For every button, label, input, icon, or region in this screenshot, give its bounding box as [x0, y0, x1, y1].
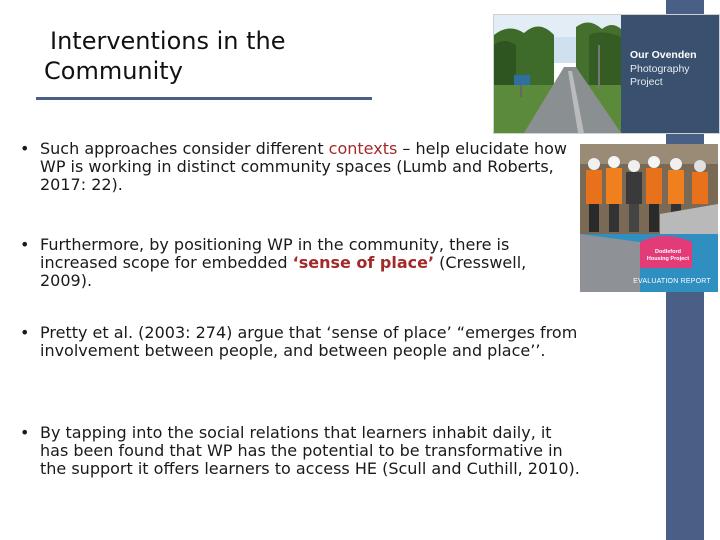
- bullet-2-text-end: (Cresswell, 2009).: [40, 253, 527, 290]
- bullet-dot: •: [20, 235, 30, 254]
- bullet-item: [20, 424, 580, 478]
- bullet-dot: •: [20, 323, 30, 342]
- project-title-line-3: Project: [630, 76, 663, 88]
- report-badge-line-2: Housing Project: [646, 255, 690, 262]
- bullet-1-text-start: Such approaches consider different: [40, 139, 329, 158]
- project-title-line-2: Photography: [630, 62, 690, 75]
- bullet-item: [20, 236, 580, 290]
- bullet-2-highlight: ‘sense of place’: [292, 253, 435, 272]
- photography-project-image: [493, 14, 720, 134]
- road-photo: [494, 15, 621, 133]
- bullet-1-text-end: – help elucidate how WP is working in distinct community spaces (Lumb and Roberts, 2017: 22).: [40, 139, 568, 194]
- slide-title-line-2: Community: [44, 57, 183, 85]
- title-underline: [36, 97, 372, 100]
- bullet-2-text-start: Furthermore, by positioning WP in the community, there is increased scope for embedded: [40, 235, 510, 272]
- site-visit-photo: [580, 144, 718, 292]
- evaluation-report-caption: EVALUATION REPORT: [633, 278, 711, 285]
- bullet-1-highlight: contexts: [328, 139, 398, 158]
- project-title-line-1: Our Ovenden: [630, 49, 697, 61]
- bullet-item: [20, 140, 580, 194]
- slide-title: [44, 26, 364, 86]
- bullet-dot: •: [20, 423, 30, 442]
- bullet-item: [20, 324, 580, 360]
- project-title-panel: [621, 15, 719, 133]
- report-badge: [640, 249, 696, 262]
- bullet-3-text: Pretty et al. (2003: 274) argue that ‘sense of place’ “emerges from involvement between people, and between people and place’’.: [40, 323, 578, 360]
- evaluation-report-image: [580, 144, 718, 292]
- slide-title-line-1: Interventions in the: [50, 27, 286, 55]
- bullet-dot: •: [20, 139, 30, 158]
- bullet-4-text: By tapping into the social relations that learners inhabit daily, it has been found that WP has the potential to be transformative in the support it offers learners to access HE (Scull and Cuthill, 2010).: [40, 423, 580, 478]
- report-badge-line-1: Dodleford: [655, 249, 681, 255]
